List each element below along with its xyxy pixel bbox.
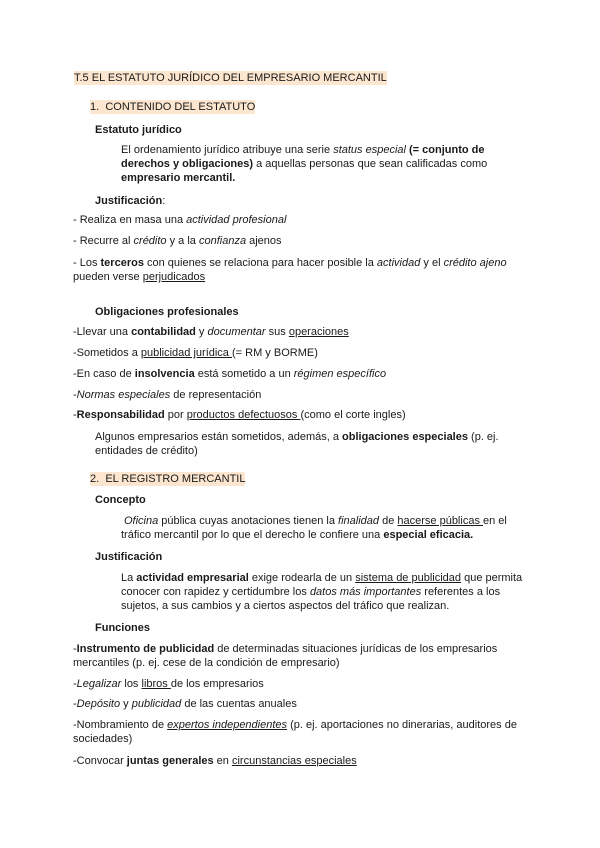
text-run: status especial bbox=[333, 144, 406, 156]
text-run: expertos independientes bbox=[167, 719, 288, 731]
list-item bbox=[73, 325, 349, 339]
funciones-heading: Funciones bbox=[95, 622, 151, 634]
obligaciones-heading: Obligaciones profesionales bbox=[95, 306, 239, 318]
list-item bbox=[73, 367, 386, 381]
text-run: insolvencia bbox=[134, 368, 195, 380]
text-run: datos más importantes bbox=[309, 586, 422, 598]
list-item bbox=[73, 213, 286, 227]
text-run: operaciones bbox=[288, 326, 349, 338]
text-run: - bbox=[73, 389, 77, 401]
text-run: crédito bbox=[133, 235, 167, 247]
text-run: de las cuentas anuales bbox=[181, 698, 297, 710]
text-run: de representación bbox=[170, 389, 262, 401]
text-run: crédito ajeno bbox=[443, 257, 507, 269]
text-run: Responsabilidad bbox=[76, 409, 165, 421]
text-run: El ordenamiento jurídico atribuye una serie bbox=[121, 144, 334, 156]
text-run: sus bbox=[265, 326, 289, 338]
section-2-heading bbox=[90, 472, 245, 486]
text-run: especial eficacia. bbox=[383, 529, 474, 541]
text-run: y bbox=[195, 326, 208, 338]
list-item bbox=[73, 718, 533, 746]
text-run: con quienes se relaciona para hacer posible la bbox=[143, 257, 377, 269]
text-run: finalidad bbox=[338, 515, 380, 527]
text-run: juntas generales bbox=[126, 755, 214, 767]
justificacion-1-heading bbox=[95, 194, 165, 208]
text-run: hacerse públicas bbox=[397, 515, 483, 527]
text-run: terceros bbox=[100, 257, 144, 269]
text-run: por bbox=[164, 409, 187, 421]
concepto-heading: Concepto bbox=[95, 494, 146, 506]
text-run: a aquellas personas que sean calificadas como bbox=[253, 158, 488, 170]
text-run: está sometido a un bbox=[194, 368, 294, 380]
text-run: - Recurre al bbox=[73, 235, 134, 247]
section-1-number: 1. bbox=[90, 101, 100, 113]
text-run: documentar bbox=[207, 326, 266, 338]
list-item bbox=[73, 408, 406, 422]
text-run: y el bbox=[420, 257, 444, 269]
text-run: referentes a los sujetos, a sus cambios y a ciertos aspectos del tráfico que realizan. bbox=[121, 586, 501, 612]
text-run: contabilidad bbox=[131, 326, 196, 338]
list-item bbox=[73, 697, 297, 711]
concepto-paragraph bbox=[121, 514, 526, 542]
text-run: en bbox=[213, 755, 232, 767]
justificacion-2-heading: Justificación bbox=[95, 551, 163, 563]
text-run: (p. ej. entidades de crédito) bbox=[95, 431, 499, 457]
text-run: Normas especiales bbox=[76, 389, 171, 401]
text-run: de bbox=[379, 515, 398, 527]
text-run: - Realiza en masa una bbox=[73, 214, 187, 226]
text-run: Oficina bbox=[124, 515, 159, 527]
text-run: - bbox=[73, 643, 77, 655]
text-run: actividad profesional bbox=[186, 214, 287, 226]
section-2-title: EL REGISTRO MERCANTIL bbox=[105, 473, 246, 485]
list-item bbox=[73, 677, 264, 691]
text-run: Legalizar bbox=[76, 678, 122, 690]
text-run: actividad empresarial bbox=[136, 572, 249, 584]
text-run: en el tráfico mercantil por lo que el derecho le confiere una bbox=[121, 515, 507, 541]
estatuto-paragraph bbox=[121, 143, 521, 185]
text-run: -Nombramiento de bbox=[73, 719, 168, 731]
section-1-title: CONTENIDO DEL ESTATUTO bbox=[105, 101, 256, 113]
text-run: de los empresarios bbox=[170, 678, 264, 690]
text-run: y a la bbox=[166, 235, 199, 247]
list-item bbox=[73, 346, 318, 360]
text-run: - bbox=[73, 698, 77, 710]
text-run: -Llevar una bbox=[73, 326, 132, 338]
section-2-number: 2. bbox=[90, 473, 100, 485]
list-item bbox=[73, 642, 533, 670]
document-title-text: T.5 EL ESTATUTO JURÍDICO DEL EMPRESARIO MERCANTIL bbox=[74, 72, 387, 84]
text-run: de determinadas situaciones jurídicas de los empresarios mercantiles (p. ej. cese de la condición de empresario) bbox=[73, 643, 498, 669]
document-title bbox=[74, 71, 387, 85]
text-run: Instrumento de publicidad bbox=[76, 643, 215, 655]
text-run: circunstancias especiales bbox=[231, 755, 357, 767]
text-run: -En caso de bbox=[73, 368, 135, 380]
section-1-heading bbox=[90, 100, 255, 114]
list-item bbox=[73, 388, 261, 402]
text-run: que permita conocer con rapidez y certidumbre los bbox=[121, 572, 523, 598]
text-run: (= conjunto de derechos y obligaciones) bbox=[121, 144, 485, 170]
text-run: actividad bbox=[376, 257, 421, 269]
text-run: régimen específico bbox=[293, 368, 387, 380]
text-run: los bbox=[121, 678, 142, 690]
text-run: pueden verse bbox=[73, 271, 143, 283]
text-run: libros bbox=[141, 678, 171, 690]
text-run: publicidad jurídica bbox=[140, 347, 232, 359]
text-run: exige rodearla de un bbox=[248, 572, 356, 584]
text-run: confianza bbox=[198, 235, 247, 247]
text-run: -Convocar bbox=[73, 755, 127, 767]
text-run: (p. ej. aportaciones no dinerarias, auditores de sociedades) bbox=[73, 719, 517, 745]
text-run: La bbox=[121, 572, 137, 584]
list-item bbox=[73, 256, 533, 284]
text-run: (= RM y BORME) bbox=[232, 347, 318, 359]
justificacion-2-paragraph bbox=[121, 571, 531, 613]
text-run: publicidad bbox=[131, 698, 182, 710]
text-run: - bbox=[73, 678, 77, 690]
text-run: pública cuyas anotaciones tienen la bbox=[158, 515, 339, 527]
text-run: Justificación bbox=[95, 195, 163, 207]
text-run: (como el corte ingles) bbox=[300, 409, 406, 421]
text-run: ajenos bbox=[246, 235, 282, 247]
text-run: perjudicados bbox=[142, 271, 206, 283]
text-run: - Los bbox=[73, 257, 101, 269]
obligaciones-note bbox=[95, 430, 525, 458]
text-run: - bbox=[73, 409, 77, 421]
text-run: : bbox=[162, 195, 166, 207]
text-run: obligaciones especiales bbox=[342, 431, 468, 443]
text-run: Algunos empresarios están sometidos, además, a bbox=[95, 431, 343, 443]
list-item bbox=[73, 234, 282, 248]
text-run: sistema de publicidad bbox=[355, 572, 462, 584]
text-run: Depósito bbox=[76, 698, 121, 710]
text-run: y bbox=[120, 698, 132, 710]
text-run: productos defectuosos bbox=[186, 409, 301, 421]
list-item bbox=[73, 754, 357, 768]
text-run: empresario mercantil. bbox=[121, 172, 236, 184]
estatuto-heading: Estatuto jurídico bbox=[95, 124, 182, 136]
text-run: -Sometidos a bbox=[73, 347, 141, 359]
